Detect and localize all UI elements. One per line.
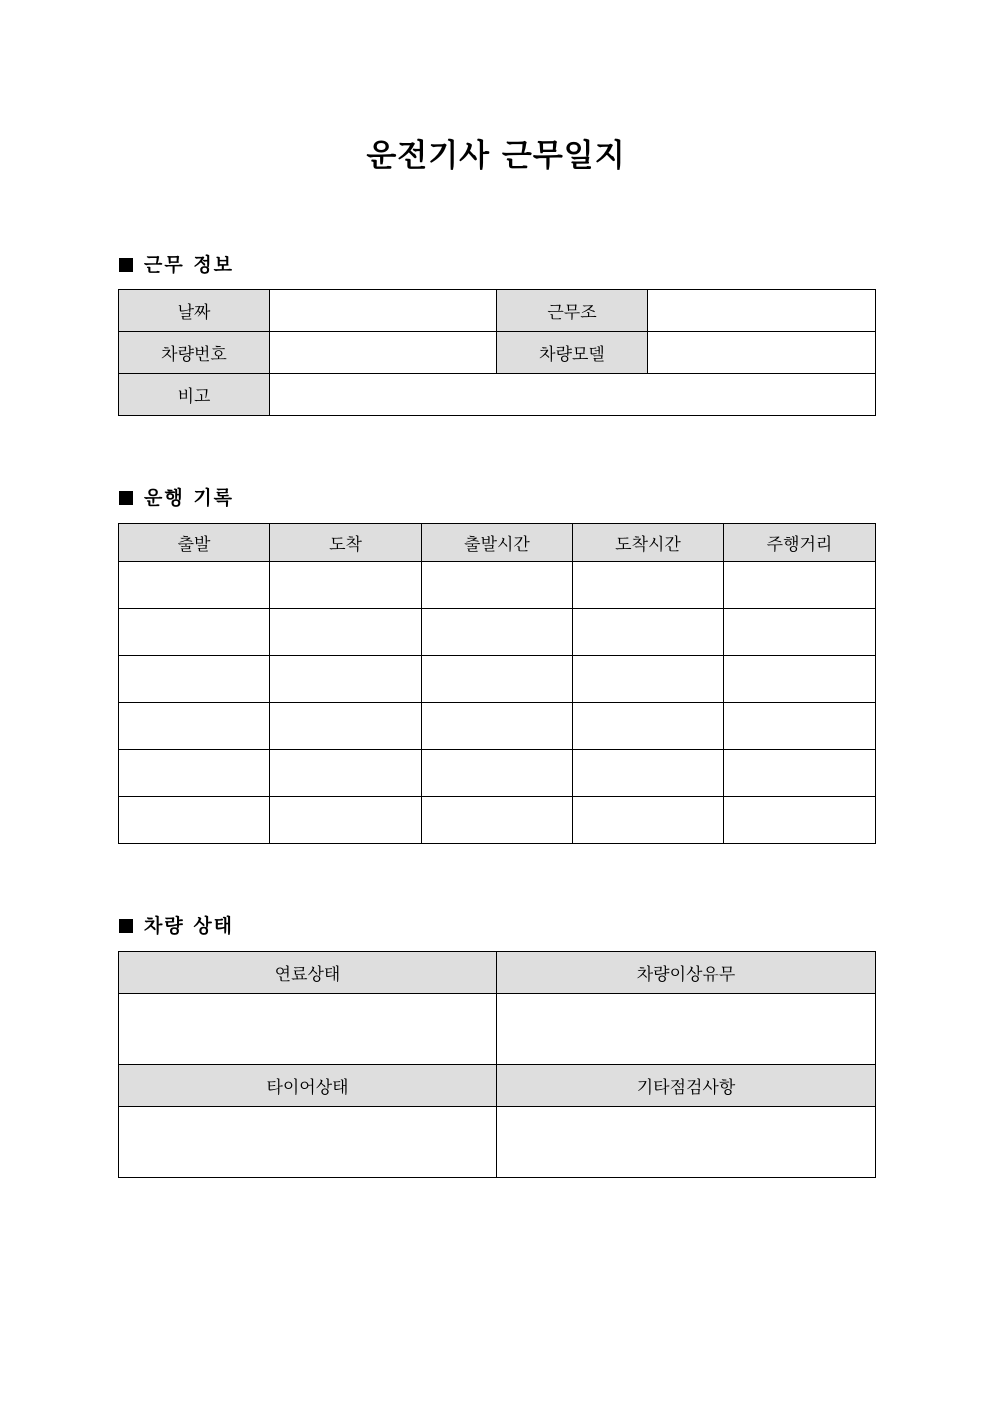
fuel-status-label: 연료상태 xyxy=(119,952,497,994)
table-row xyxy=(119,562,876,609)
vehicle-abnormality-field[interactable] xyxy=(497,994,876,1065)
column-header-distance: 주행거리 xyxy=(724,524,876,562)
arrival-time-cell[interactable] xyxy=(573,562,724,609)
column-header-arrival: 도착 xyxy=(270,524,422,562)
table-row xyxy=(119,374,876,416)
table-header-row xyxy=(119,952,876,994)
section-heading-work-info xyxy=(119,252,234,278)
table-row xyxy=(119,1107,876,1178)
vehicle-model-field[interactable] xyxy=(648,332,876,374)
distance-cell[interactable] xyxy=(724,797,876,844)
departure-time-cell[interactable] xyxy=(422,703,573,750)
departure-cell[interactable] xyxy=(119,750,270,797)
work-info-table xyxy=(118,289,876,416)
tire-status-label: 타이어상태 xyxy=(119,1065,497,1107)
other-inspection-label: 기타점검사항 xyxy=(497,1065,876,1107)
vehicle-number-field[interactable] xyxy=(270,332,497,374)
distance-cell[interactable] xyxy=(724,656,876,703)
departure-cell[interactable] xyxy=(119,562,270,609)
section-heading-label: 근무 정보 xyxy=(144,254,235,276)
distance-cell[interactable] xyxy=(724,750,876,797)
departure-time-cell[interactable] xyxy=(422,797,573,844)
section-heading-trip-log xyxy=(119,485,234,511)
remarks-label: 비고 xyxy=(119,374,270,416)
arrival-cell[interactable] xyxy=(270,703,422,750)
distance-cell[interactable] xyxy=(724,703,876,750)
departure-cell[interactable] xyxy=(119,797,270,844)
shift-label: 근무조 xyxy=(497,290,648,332)
arrival-cell[interactable] xyxy=(270,797,422,844)
column-header-departure-time: 출발시간 xyxy=(422,524,573,562)
table-row xyxy=(119,797,876,844)
arrival-cell[interactable] xyxy=(270,750,422,797)
distance-cell[interactable] xyxy=(724,562,876,609)
arrival-cell[interactable] xyxy=(270,562,422,609)
table-row xyxy=(119,994,876,1065)
table-header-row xyxy=(119,1065,876,1107)
vehicle-abnormality-label: 차량이상유무 xyxy=(497,952,876,994)
table-row xyxy=(119,332,876,374)
table-row xyxy=(119,609,876,656)
other-inspection-field[interactable] xyxy=(497,1107,876,1178)
arrival-cell[interactable] xyxy=(270,656,422,703)
departure-cell[interactable] xyxy=(119,656,270,703)
page-title: 운전기사 근무일지 xyxy=(366,138,626,174)
arrival-time-cell[interactable] xyxy=(573,797,724,844)
table-row xyxy=(119,290,876,332)
date-field[interactable] xyxy=(270,290,497,332)
table-row xyxy=(119,703,876,750)
square-bullet-icon xyxy=(119,919,133,933)
square-bullet-icon xyxy=(119,258,133,272)
arrival-time-cell[interactable] xyxy=(573,750,724,797)
vehicle-number-label: 차량번호 xyxy=(119,332,270,374)
arrival-cell[interactable] xyxy=(270,609,422,656)
table-row xyxy=(119,656,876,703)
vehicle-model-label: 차량모델 xyxy=(497,332,648,374)
arrival-time-cell[interactable] xyxy=(573,703,724,750)
column-header-departure: 출발 xyxy=(119,524,270,562)
arrival-time-cell[interactable] xyxy=(573,609,724,656)
trip-log-table xyxy=(118,523,876,844)
remarks-field[interactable] xyxy=(270,374,876,416)
section-heading-label: 차량 상태 xyxy=(144,915,235,937)
table-header-row xyxy=(119,524,876,562)
departure-time-cell[interactable] xyxy=(422,656,573,703)
departure-time-cell[interactable] xyxy=(422,609,573,656)
tire-status-field[interactable] xyxy=(119,1107,497,1178)
departure-cell[interactable] xyxy=(119,703,270,750)
date-label: 날짜 xyxy=(119,290,270,332)
square-bullet-icon xyxy=(119,491,133,505)
section-heading-label: 운행 기록 xyxy=(144,487,235,509)
section-heading-vehicle-status xyxy=(119,913,234,939)
departure-cell[interactable] xyxy=(119,609,270,656)
distance-cell[interactable] xyxy=(724,609,876,656)
column-header-arrival-time: 도착시간 xyxy=(573,524,724,562)
fuel-status-field[interactable] xyxy=(119,994,497,1065)
departure-time-cell[interactable] xyxy=(422,750,573,797)
shift-field[interactable] xyxy=(648,290,876,332)
vehicle-status-table xyxy=(118,951,876,1178)
table-row xyxy=(119,750,876,797)
arrival-time-cell[interactable] xyxy=(573,656,724,703)
departure-time-cell[interactable] xyxy=(422,562,573,609)
